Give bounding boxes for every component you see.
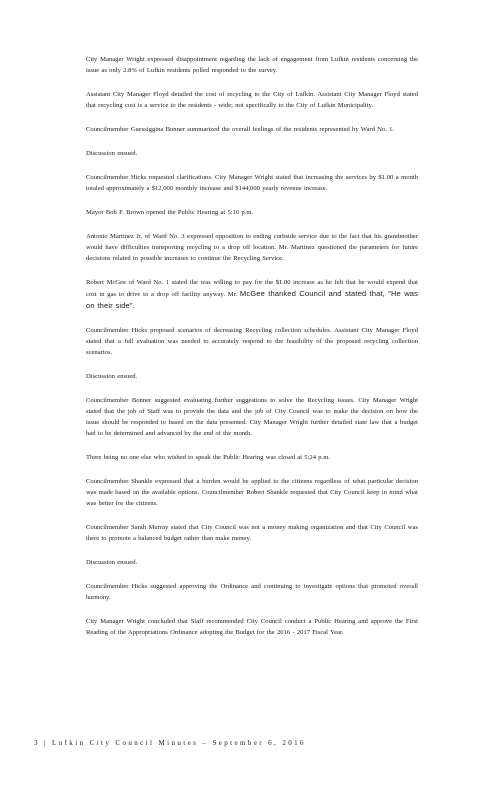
paragraph: City Manager Wright concluded that Staff recommended City Council conduct a Public Hearing and approve the First Reading of the Appropriations Ordinance adopting the Budget for the 2016 - 2017 Fiscal Year. [86,618,418,636]
paragraph: Mayor Bob F. Brown opened the Public Hearing at 5:16 p.m. [86,209,254,216]
paragraph-text: Robert McGee of Ward No. 1 stated the was willing to pay for the $1.00 increase as he felt that he would expend that cost in gas to drive to a drop off facility anyway. Mr. [86,279,418,298]
paragraph: City Manager Wright expressed disappointment regarding the lack of engagement from Lufkin residents concerning the issue as only 2.8% of Lufkin residents polled responded to the survey. [86,56,418,74]
paragraph: Councilmember Hicks suggested approving the Ordinance and continuing to investigate options that promoted overall harmony. [86,583,418,601]
paragraph: Assistant City Manager Floyd detailed the cost of recycling to the City of Lufkin. Assistant City Manager Floyd stated that recycling cost is a service to the residents - wide; not specifically to the City of Lufkin Municipality. [86,91,418,109]
paragraph: Discussion ensued. [86,559,138,566]
quote-line: McGee thanked Council and stated that, "He was on their side". [86,289,419,310]
minutes-body [86,54,418,651]
page-footer: 3 | Lufkin City Council Minutes – September 6, 2016 [34,739,306,747]
paragraph: Councilmember Bonner suggested evaluating further suggestions to solve the Recycling issues. City Manager Wright stated that the job of Staff was to provide the data and the job of City Council was to make the decision on how the issue should be responded to based on the data presented. City Manager Wright further detailed state law that a budget had to be determined and advanced by the end of the month. [86,397,418,437]
paragraph: Councilmember Sarah Murray stated that City Council was not a money making organization and that City Council was there to promote a balanced budget rather than make money. [86,524,418,542]
paragraph: Councilmember Hicks proposed scenarios of decreasing Recycling collection schedules. Assistant City Manager Floyd stated that a full evaluation was needed to accurately respond to the feasibility of the proposed recycling collection scenarios. [86,327,418,356]
paragraph: Discussion ensued. [86,373,138,380]
paragraph: Councilmember Hicks requested clarifications. City Manager Wright stated that increasing the services by $1.00 a month totaled approximately a $12,000 monthly increase and $144,000 yearly revenue increase. [86,174,418,192]
paragraph: Councilmember Shankle expressed that a burden would be applied to the citizens regardless of what particular decision was made based on the available options. Councilmember Robert Shankle requested that City Council keep in mind what was better for the citizens. [86,478,418,507]
paragraph: Discussion ensued. [86,150,138,157]
paragraph: There being no one else who wished to speak the Public Hearing was closed at 5:24 p.m. [86,454,330,461]
paragraph [86,277,418,312]
paragraph: Antonio Martinez Jr. of Ward No. 3 expressed opposition to ending curbside service due to the fact that his grandmother would have difficulties transporting recycling to a drop off location. Mr. Martinez questioned the parameters for future decisions related to possible increases to continue the Recycling Service. [86,233,418,262]
paragraph: Councilmember Guessiggina Bonner summarized the overall feelings of the residents represented by Ward No. 1. [86,126,395,133]
